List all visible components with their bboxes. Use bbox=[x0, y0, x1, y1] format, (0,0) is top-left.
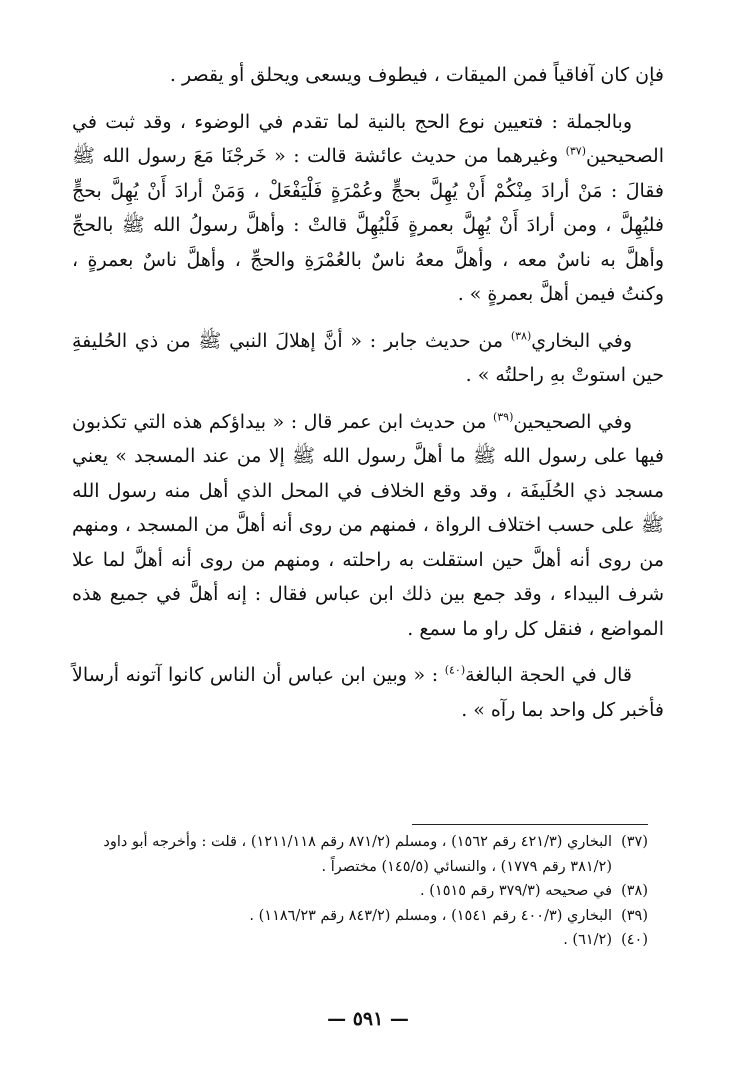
paragraph-4-text: وفي الصحيحين bbox=[513, 410, 632, 433]
footnote-ref-38[interactable]: (٣٨) bbox=[510, 329, 532, 343]
footnote-37 bbox=[78, 830, 648, 879]
footnote-number: (٤٠) bbox=[621, 932, 648, 948]
paragraph-1 bbox=[72, 58, 664, 93]
paragraph-3-rest: من حديث جابر : « أنَّ إهلالَ النبي ﷺ من ذي الحُليفةِ حين استوتْ بهِ راحلتُه » . bbox=[72, 329, 664, 386]
paragraph-2-text: وبالجملة : فتعيين نوع الحج بالنية لما تقدم في الوضوء ، وقد ثبت في الصحيحين bbox=[72, 110, 664, 167]
paragraph-1-text: فإن كان آفاقياً فمن الميقات ، فيطوف ويسعى ويحلق أو يقصر . bbox=[169, 64, 664, 86]
paragraph-3 bbox=[72, 324, 664, 393]
footnote-text: (٦١/٢) . bbox=[563, 932, 612, 948]
paragraph-2 bbox=[72, 105, 664, 312]
paragraph-5 bbox=[72, 658, 664, 727]
footnote-39 bbox=[78, 904, 648, 929]
paragraph-5-rest: : « وبين ابن عباس أن الناس كانوا آتونه أرسالاً فأخبر كل واحد بما رآه » . bbox=[72, 664, 664, 721]
footnote-38 bbox=[78, 879, 648, 904]
footnote-text: البخاري (٤٠٠/٣ رقم ١٥٤١) ، ومسلم (٨٤٣/٢ رقم ١١٨٦/٢٣) . bbox=[249, 907, 612, 924]
paragraph-4 bbox=[72, 405, 664, 647]
footnotes bbox=[78, 830, 648, 953]
footnote-number: (٣٨) bbox=[621, 883, 648, 899]
paragraph-2-rest: وغيرهما من حديث عائشة قالت : « خَرجْنَا مَعَ رسول الله ﷺ فقالَ : مَنْ أرادَ مِنْكُمْ أَنْ يُهِلَّ بحجٍّ وعُمْرَةٍ فَلْيَفْعَلْ ، وَمَنْ أرادَ أَنْ يُهِلَّ بحجٍّ فليُهِلَّ ، ومن أرادَ أَنْ يُهِلَّ بعمرةٍ فَلْيُهِلَّ قالتْ : وأهلَّ رسولُ الله ﷺ بالحجِّ وأهلَّ به ناسٌ معه ، وأهلَّ معهُ ناسٌ بالعُمْرَةِ والحجِّ ، وأهلَّ ناسٌ بعمرةٍ ، وكنتُ فيمن أهلَّ بعمرةٍ » . bbox=[72, 145, 664, 305]
footnote-text: البخاري (٤٢١/٣ رقم ١٥٦٢) ، ومسلم (٨٧١/٢ رقم ١٢١١/١١٨) ، قلت : وأخرجه أبو داود (٣٨١/٢ رقم ١٧٧٩) ، والنسائي (١٤٥/٥) مختصراً . bbox=[103, 834, 612, 875]
paragraph-4-rest: من حديث ابن عمر قال : « بيداؤكم هذه التي تكذبون فيها على رسول الله ﷺ ما أهلَّ رسول الله ﷺ إلا من عند المسجد » يعني مسجد ذي الحُلَيفَة ، وقد وقع الخلاف في المحل الذي أهل منه رسول الله ﷺ على حسب اختلاف الرواة ، فمنهم من روى أنه أهلَّ من المسجد ، ومنهم من روى أنه أهلَّ حين استقلت به راحلته ، ومنهم من روى أنه أهلَّ لما علا شرف البيداء ، وقد جمع بين ذلك ابن عباس فقال : إنه أهلَّ في جميع هذه المواضع ، فنقل كل راو ما سمع . bbox=[72, 410, 664, 640]
page-number: — ٥٩١ — bbox=[327, 1008, 409, 1030]
footnote-ref-40[interactable]: (٤٠) bbox=[444, 663, 466, 677]
footnote-text: في صحيحه (٣٧٩/٣ رقم ١٥١٥) . bbox=[420, 883, 612, 899]
footnote-number: (٣٩) bbox=[621, 907, 648, 924]
footnote-40 bbox=[78, 928, 648, 953]
footnote-number: (٣٧) bbox=[621, 834, 648, 850]
main-text bbox=[72, 58, 664, 739]
footnote-ref-37[interactable]: (٣٧) bbox=[565, 144, 586, 158]
paragraph-3-text: وفي البخاري bbox=[531, 329, 633, 352]
footnote-separator bbox=[412, 824, 648, 825]
paragraph-5-text: قال في الحجة البالغة bbox=[465, 664, 632, 686]
footnote-ref-39[interactable]: (٣٩) bbox=[492, 410, 514, 424]
